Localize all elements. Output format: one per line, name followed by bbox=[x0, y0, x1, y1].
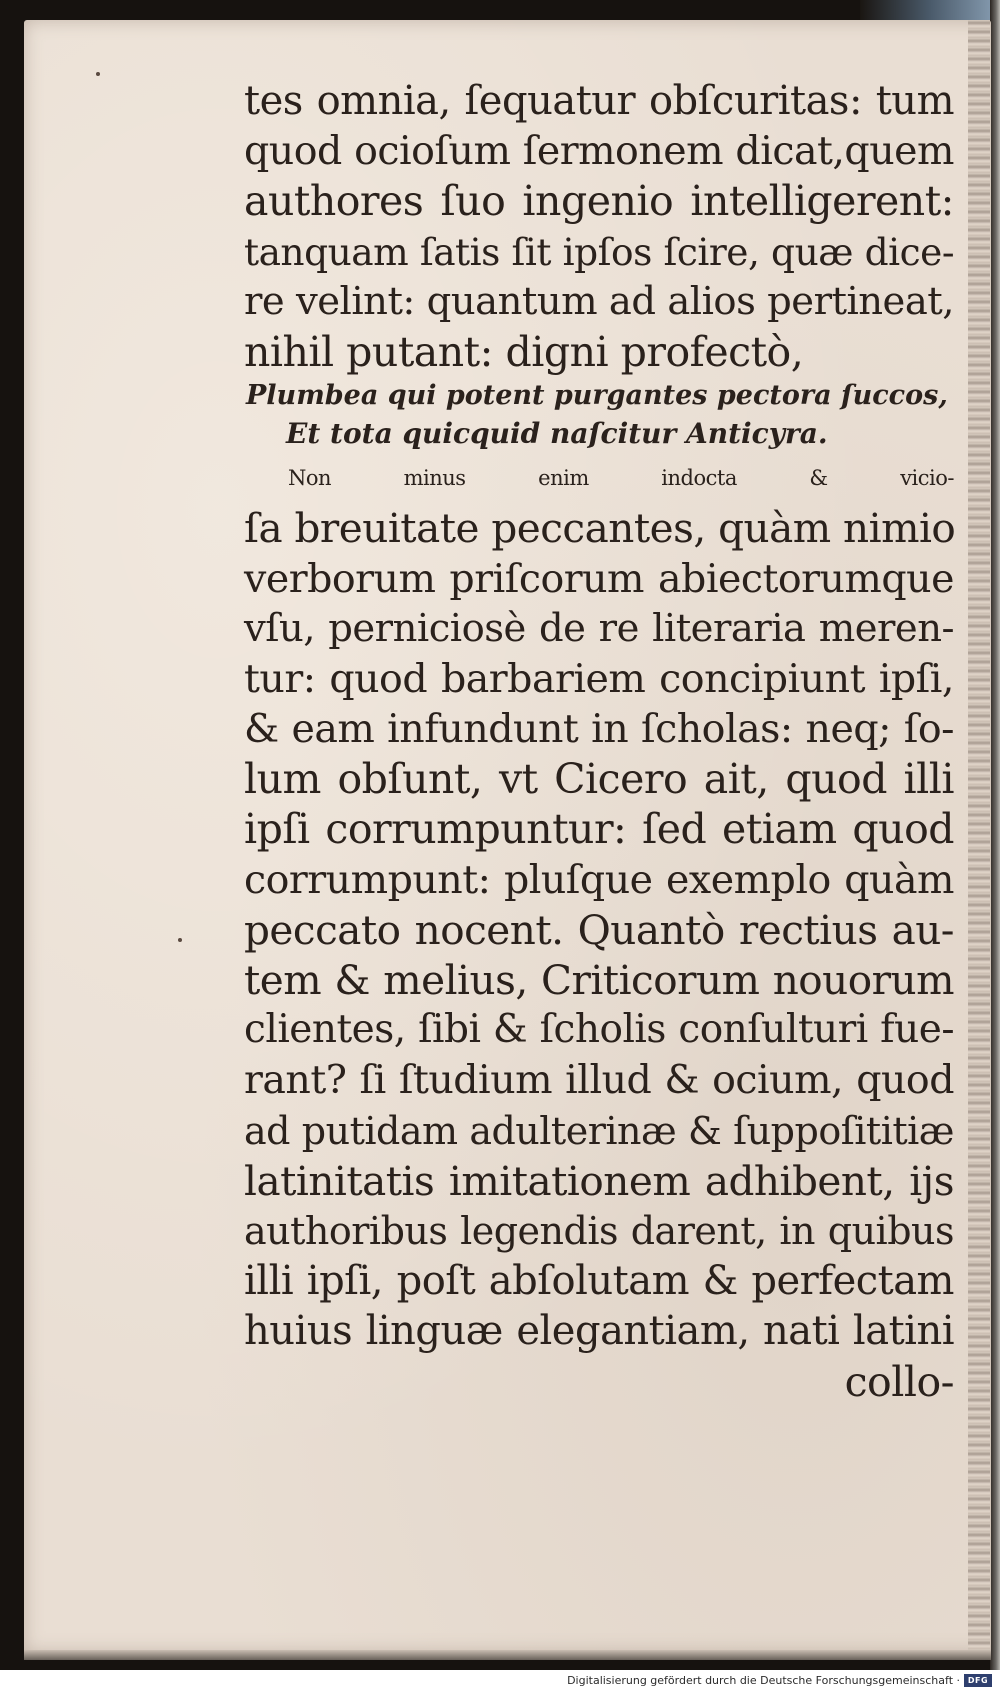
text-line: verborum priſcorum abiectorumque bbox=[244, 555, 954, 602]
text-line: latinitatis imitationem adhibent, ijs bbox=[244, 1156, 954, 1205]
funding-credit: Digitalisierung gefördert durch die Deutsche Forschungsgemeinschaft · bbox=[567, 1674, 960, 1687]
text-line: corrumpunt: pluſque exemplo quàm bbox=[244, 856, 954, 903]
text-line: tem & melius, Criticorum nouorum bbox=[244, 956, 954, 1004]
scan-edge bbox=[990, 0, 1000, 1670]
text-line: illi ipſi, poſt abſolutam & perfectam bbox=[244, 1258, 954, 1305]
page-edge-right bbox=[968, 20, 990, 1653]
text-line: huius linguæ elegantiam, nati latini bbox=[244, 1308, 954, 1355]
dfg-logo-icon: DFG bbox=[964, 1674, 992, 1687]
text-line: clientes, ſibi & ſcholis conſulturi fue- bbox=[244, 1007, 954, 1053]
text-line: ipſi corrumpuntur: ſed etiam quod bbox=[244, 805, 954, 854]
paragraph-first-line: Non minus enim indocta & vicio- bbox=[288, 466, 954, 491]
verse-line: Plumbea qui potent purgantes pectora ſuccos, bbox=[246, 380, 948, 412]
text-line: ad putidam adulterinæ & ſuppoſititiæ bbox=[244, 1108, 954, 1153]
footer bbox=[0, 1670, 1000, 1693]
page-text bbox=[244, 76, 954, 1407]
verse-line: Et tota quicquid naſcitur Anticyra. bbox=[286, 417, 828, 451]
text-line: quod ocioſum ſermonem dicat,quem bbox=[244, 128, 954, 175]
text-line: re velint: quantum ad alios pertineat, bbox=[244, 278, 954, 324]
text-line: vſu, perniciosè de re literaria meren- bbox=[244, 605, 954, 651]
text-line: authoribus legendis darent, in quibus bbox=[244, 1208, 954, 1253]
text-line: lum obſunt, vt Cicero ait, quod illi bbox=[244, 755, 954, 804]
text-line: tur: quod barbariem concipiunt ipſi, bbox=[244, 655, 954, 702]
scan-corner bbox=[860, 0, 1000, 22]
paper-speck bbox=[178, 938, 182, 942]
text-line: peccato nocent. Quantò rectius au- bbox=[244, 905, 954, 954]
catchword: collo- bbox=[844, 1357, 954, 1406]
text-line: rant? ſi ſtudium illud & ocium, quod bbox=[244, 1057, 954, 1104]
text-line: tanquam ſatis ſit ipſos ſcire, quæ dice- bbox=[244, 229, 954, 274]
text-line: & eam infundunt in ſcholas: neq; ſo- bbox=[244, 706, 954, 753]
text-line: nihil putant: digni profectò, bbox=[244, 327, 804, 376]
text-line: tes omnia, ſequatur obſcuritas: tum bbox=[244, 78, 954, 124]
text-line: authores ſuo ingenio intelligerent: bbox=[244, 177, 954, 226]
page-edge-bottom bbox=[24, 1650, 991, 1660]
text-line: ſa breuitate peccantes, quàm nimio bbox=[244, 504, 956, 553]
paper-speck bbox=[96, 72, 100, 76]
